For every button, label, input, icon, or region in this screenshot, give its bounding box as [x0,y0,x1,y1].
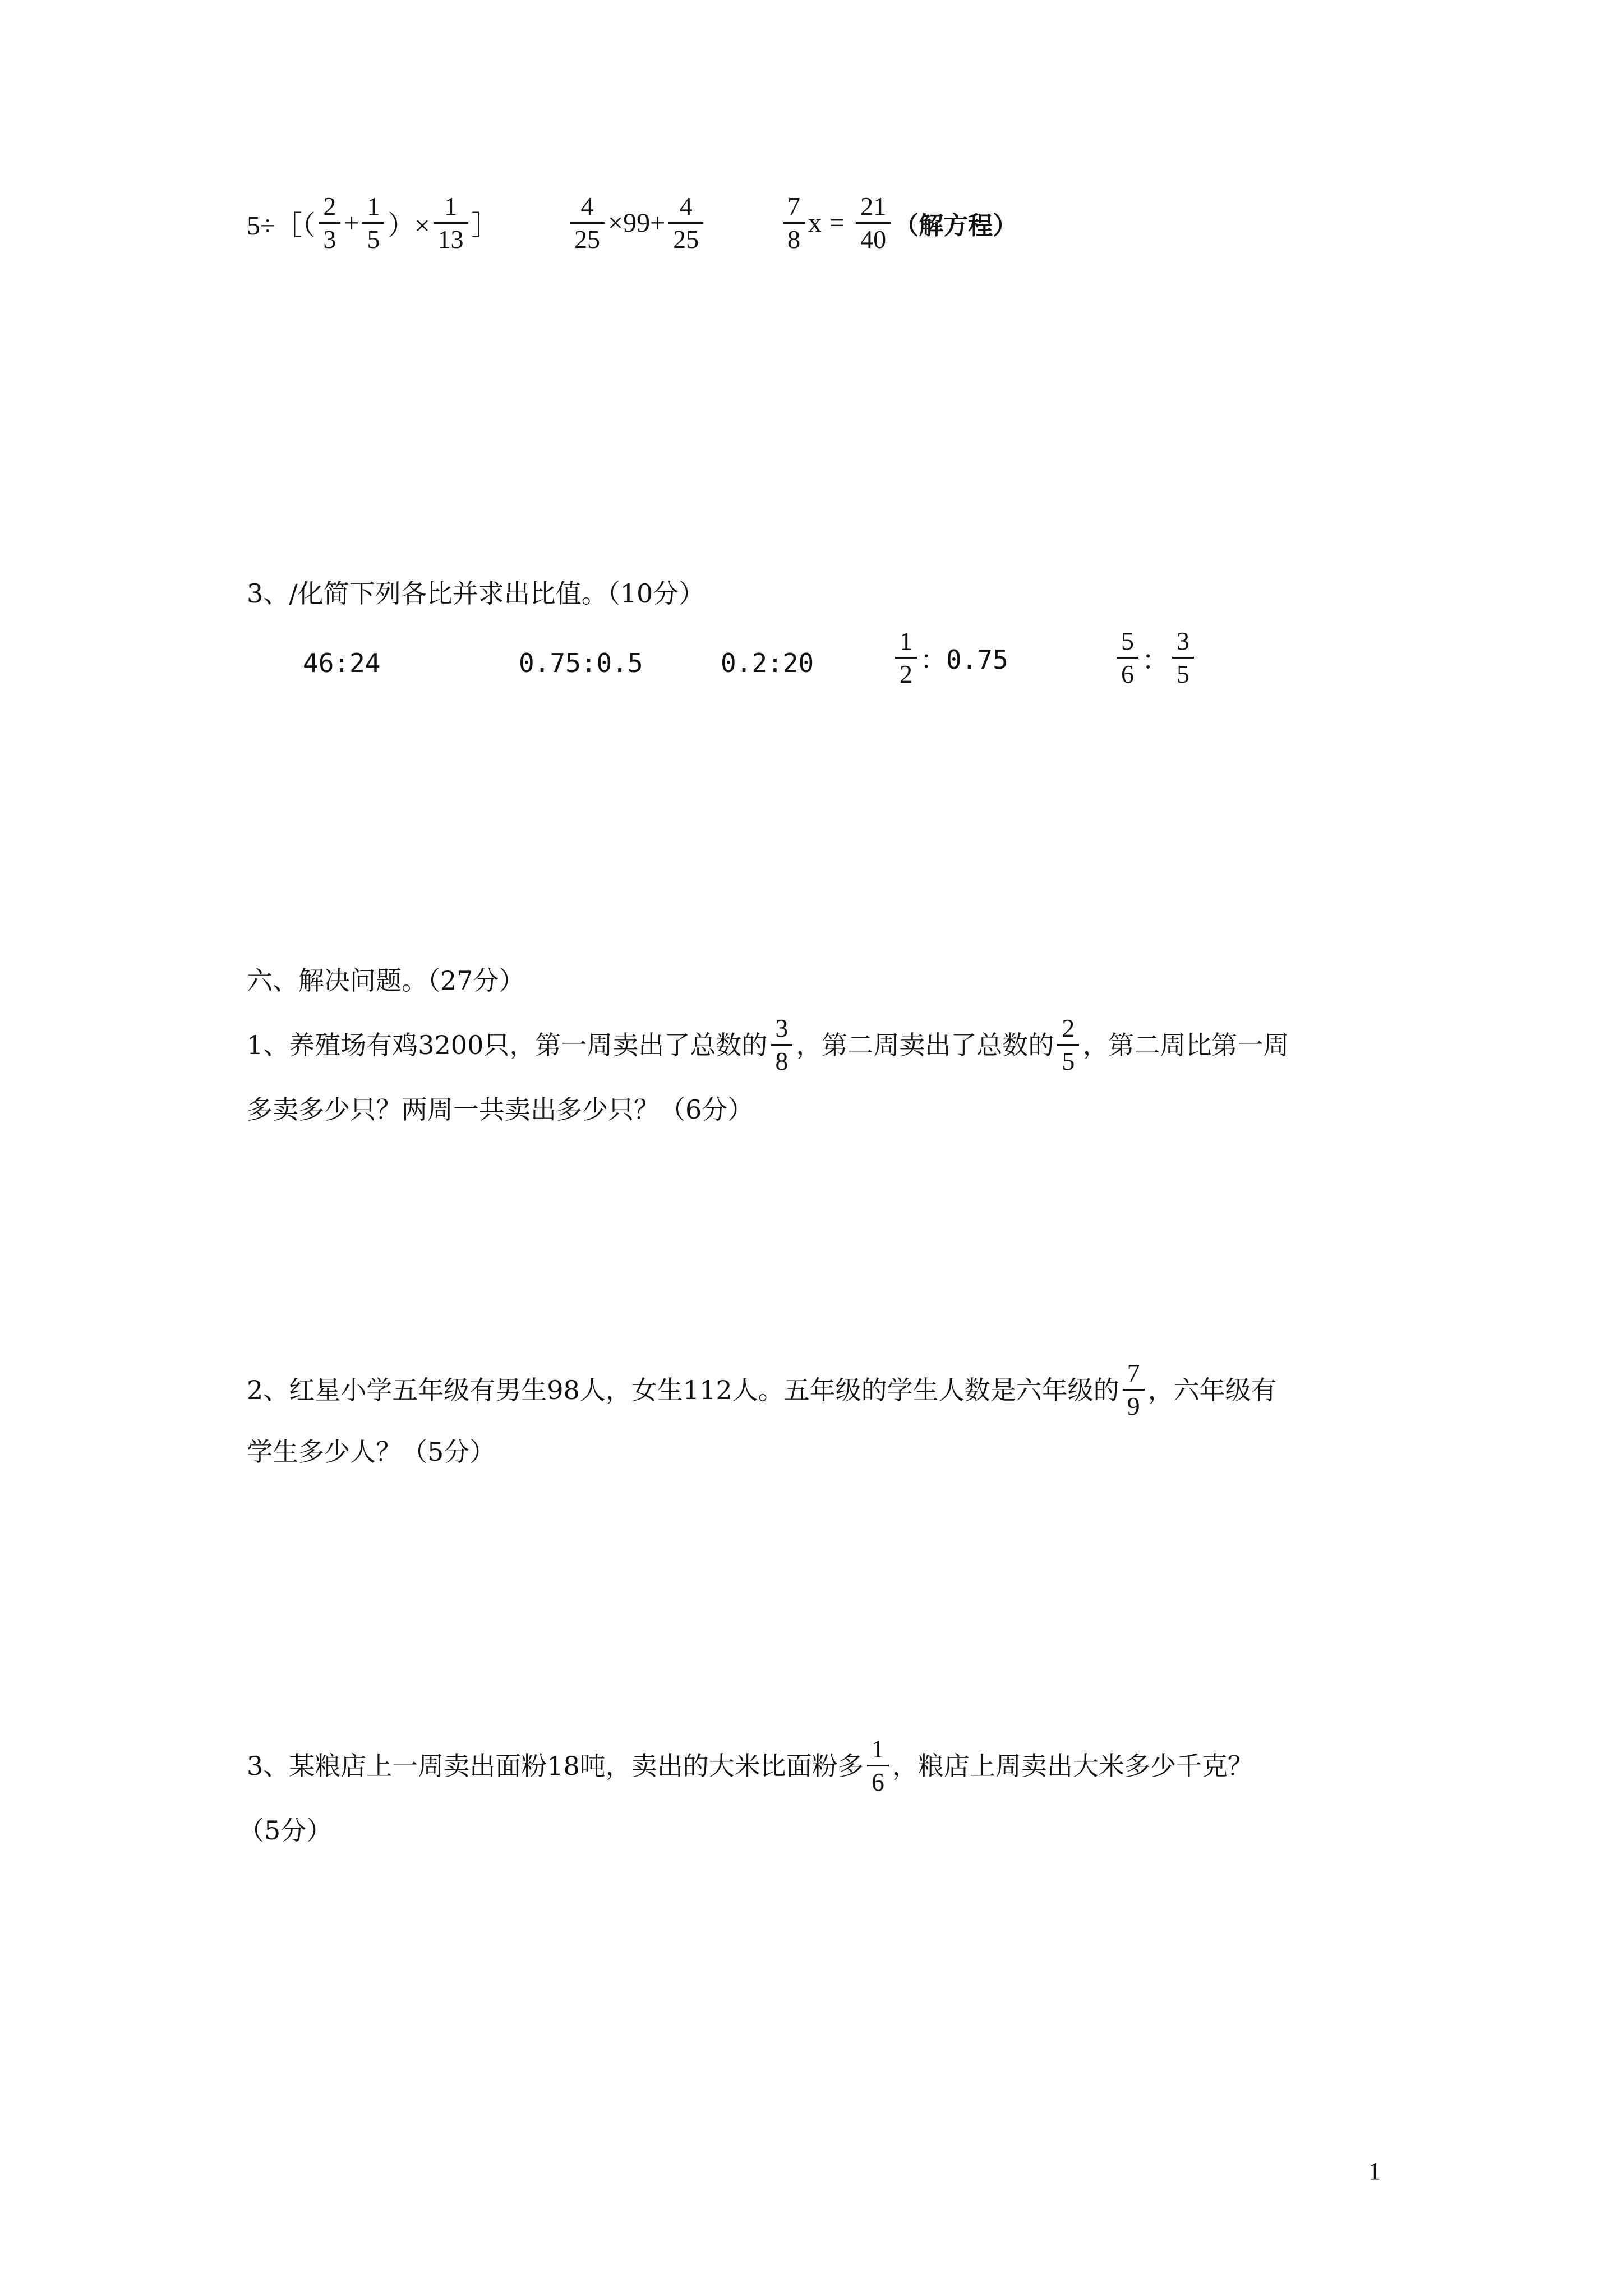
variable-x: x [808,208,822,238]
fraction: $\frac{4}{25}$ [570,191,605,255]
fraction: $\frac{5}{6}$ [1117,625,1138,690]
section6-heading: 六、解决问题。（27分） [247,965,525,996]
q1-text-b: ，第二周卖出了总数的 [796,1029,1054,1060]
q3-text-b: ，粮店上周卖出大米多少千克？ [892,1750,1253,1781]
q1-text-c: ，第二周比第一周 [1082,1029,1289,1060]
expression-1 [247,191,499,255]
ratio-item [892,625,1008,690]
fraction: $\frac{3}{5}$ [1172,625,1194,690]
q1-text-a: 1、养殖场有鸡3200只，第一周卖出了总数的 [247,1029,768,1060]
q3-line2: （5分） [238,1815,333,1846]
plus-sign: + [344,208,359,238]
expr1-mid: ）× [388,211,430,241]
question-2 [247,1358,1277,1422]
page-number: 1 [1368,2157,1381,2185]
q2-text-b: ，六年级有 [1147,1374,1277,1405]
expr1-lead: 5÷［（ [247,211,316,241]
question-3 [247,1733,1253,1798]
ratio-rest: ：0.75 [920,644,1008,675]
fraction: $\frac{1}{13}$ [434,191,468,255]
question-1 [247,1013,1289,1077]
expr1-close: ］ [471,211,499,241]
expr2-mid: ×99+ [608,208,666,238]
ratio-item: 0.2:20 [721,648,814,678]
ratio-item: 46:24 [303,648,381,678]
ratio-colon: ： [1142,646,1169,675]
fraction: $\frac{2}{3}$ [319,191,340,255]
q1-line2: 多卖多少只？两周一共卖出多少只？（6分） [247,1094,754,1125]
q3-text-a: 3、某粮店上一周卖出面粉18吨，卖出的大米比面粉多 [247,1750,864,1781]
fraction: $\frac{1}{5}$ [362,191,384,255]
fraction: $\frac{4}{25}$ [668,191,703,255]
ratio-item: 0.75:0.5 [519,648,643,678]
ratio-item [1113,625,1197,690]
fraction: $\frac{7}{8}$ [783,191,805,255]
section3-heading: 3、/化简下列各比并求出比值。（10分） [247,578,705,609]
fraction: $\frac{2}{5}$ [1057,1013,1079,1077]
fraction: $\frac{3}{8}$ [771,1013,792,1077]
fraction: $\frac{1}{6}$ [867,1733,889,1798]
solve-equation-note: （解方程） [894,211,1018,240]
q2-text-a: 2、红星小学五年级有男生98人，女生112人。五年级的学生人数是六年级的 [247,1374,1119,1405]
fraction: $\frac{21}{40}$ [856,191,891,255]
expression-3 [780,191,1017,255]
equals-sign: = [829,208,845,238]
fraction: $\frac{1}{2}$ [895,625,917,690]
q2-line2: 学生多少人？（5分） [247,1437,496,1467]
fraction: $\frac{7}{9}$ [1123,1358,1145,1422]
expression-2 [566,191,707,255]
